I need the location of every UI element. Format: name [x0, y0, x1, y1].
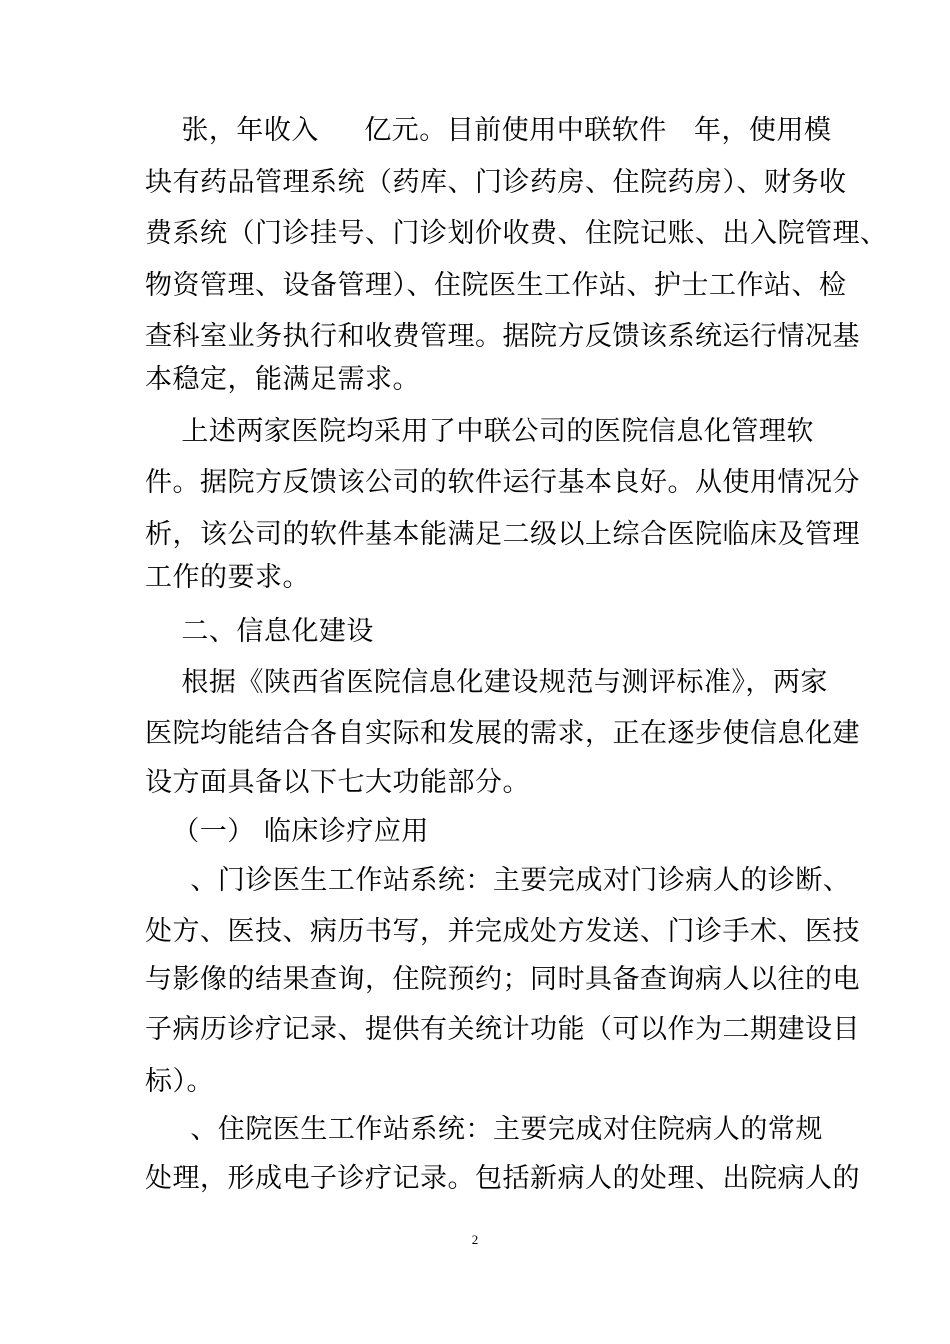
section-heading: 二、信息化建设 [145, 616, 374, 647]
page-number: 2 [471, 1232, 479, 1247]
text-line: 、门诊医生工作站系统：主要完成对门诊病人的诊断、 [145, 865, 851, 896]
text-line: 标）。 [145, 1066, 214, 1097]
text-line: 与影像的结果查询，住院预约；同时具备查询病人以往的电 [145, 964, 860, 995]
text-line: 张，年收入 亿元。目前使用中联软件 年，使用模 [145, 115, 832, 146]
text-line: 、住院医生工作站系统：主要完成对住院病人的常规 [145, 1114, 823, 1145]
text-line: 处理，形成电子诊疗记录。包括新病人的处理、出院病人的 [145, 1163, 860, 1194]
text-line: 医院均能结合各自实际和发展的需求，正在逐步使信息化建 [145, 718, 860, 749]
subsection-heading: （一） 临床诊疗应用 [145, 816, 429, 847]
text-line: 子病历诊疗记录、提供有关统计功能（可以作为二期建设目 [145, 1014, 860, 1045]
text-line: 处方、医技、病历书写，并完成处方发送、门诊手术、医技 [145, 916, 860, 947]
text-line: 件。据院方反馈该公司的软件运行基本良好。从使用情况分 [145, 467, 860, 498]
text-line: 析，该公司的软件基本能满足二级以上综合医院临床及管理 [145, 519, 860, 550]
text-line: 根据《陕西省医院信息化建设规范与测评标准》，两家 [145, 667, 828, 698]
text-line: 块有药品管理系统（药库、门诊药房、住院药房）、财务收 [145, 167, 847, 198]
text-line: 查科室业务执行和收费管理。据院方反馈该系统运行情况基 [145, 321, 860, 352]
text-line: 物资管理、设备管理）、住院医生工作站、护士工作站、检 [145, 270, 847, 301]
text-line: 工作的要求。 [145, 562, 310, 593]
text-line: 本稳定，能满足需求。 [145, 364, 420, 395]
text-line: 上述两家医院均采用了中联公司的医院信息化管理软 [145, 416, 814, 447]
text-line: 费系统（门诊挂号、门诊划价收费、住院记账、出入院管理、 [145, 218, 888, 249]
text-line: 设方面具备以下七大功能部分。 [145, 767, 530, 798]
